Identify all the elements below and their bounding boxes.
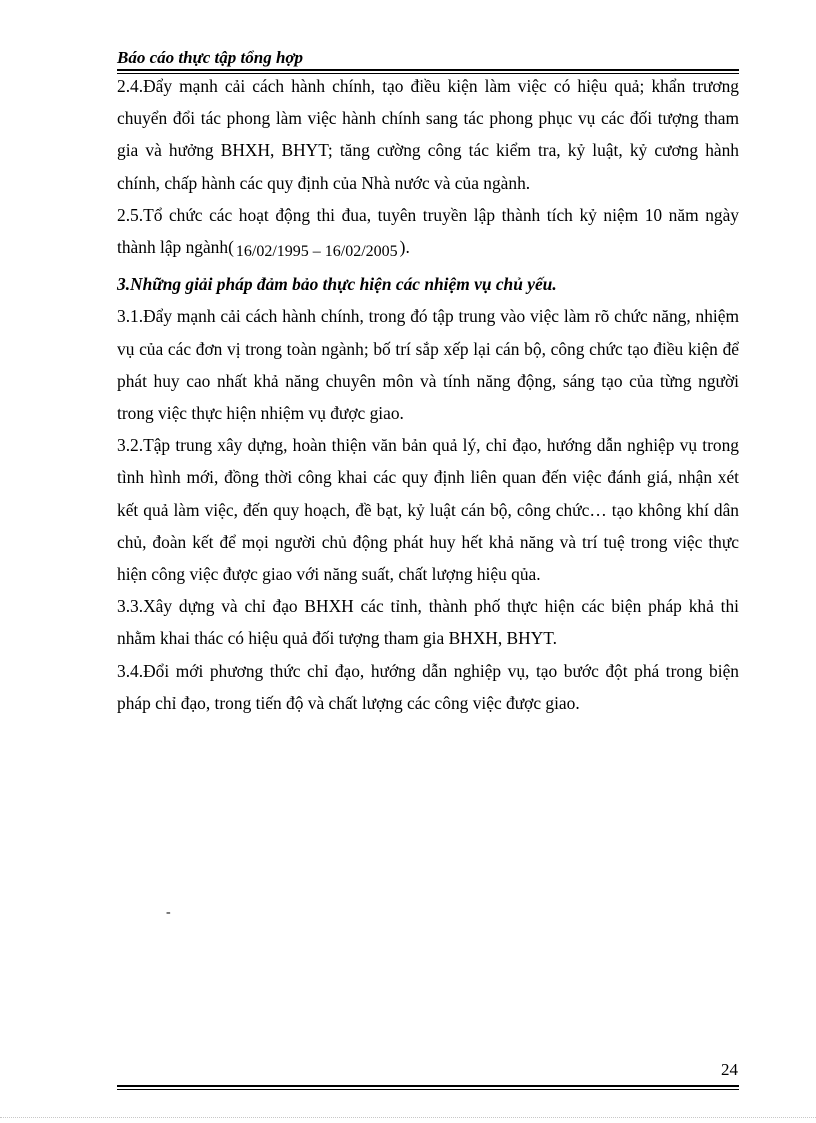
stray-dash-mark: -: [166, 905, 171, 920]
header-title: Báo cáo thực tập tổng hợp: [117, 48, 304, 67]
paragraph-3-4: 3.4.Đổi mới phương thức chỉ đạo, hướng dẫn nghiệp vụ, tạo bước đột phá trong biện pháp chỉ đạo, trong tiến độ và chất lượng các công việc được giao.: [117, 660, 739, 713]
section-heading-3: 3.Những giải pháp đảm bảo thực hiện các nhiệm vụ chủ yếu.: [117, 274, 557, 295]
page-content: [117, 70, 739, 719]
page-edge-dotted-line: [0, 1117, 816, 1118]
paragraph-3-1: 3.1.Đẩy mạnh cải cách hành chính, trong đó tập trung vào việc làm rõ chức năng, nhiệm vụ của các đơn vị trong toàn ngành; bố trí sắp xếp lại cán bộ, công chức tạo điều kiện để phát huy cao nhất khả năng chuyên môn và tính năng động, sáng tạo của từng người trong việc thực hiện nhiệm vụ được giao.: [117, 306, 739, 424]
paragraph-3-2: 3.2.Tập trung xây dựng, hoàn thiện văn bản quả lý, chỉ đạo, hướng dẫn nghiệp vụ trong tình hình mới, đồng thời công khai các quy định liên quan đến việc đánh giá, nhận xét kết quả làm việc, đến quy hoạch, đề bạt, kỷ luật cán bộ, công chức… tạo không khí dân chủ, đoàn kết để mọi người chủ động phát huy hết khả năng và trí tuệ trong việc thực hiện công việc được giao với năng suất, chất lượng hiệu qủa.: [117, 435, 739, 585]
footer-rule: [117, 1085, 739, 1090]
page-number: 24: [721, 1060, 738, 1079]
paragraph-2-5-end: ).: [399, 237, 410, 258]
paragraph-2-5-text: 2.5.Tổ chức các hoạt động thi đua, tuyên truyền lập thành tích kỷ niệm 10 năm ngày thành lập ngành(: [117, 204, 739, 258]
paragraph-2-4: 2.4.Đẩy mạnh cải cách hành chính, tạo điều kiện làm việc có hiệu quả; khẩn trương chuyển đổi tác phong làm việc hành chính sang tác phong phục vụ các đối tượng tham gia và hưởng BHXH, BHYT; tăng cường công tác kiểm tra, kỷ luật, kỷ cương hành chính, chấp hành các quy định của Nhà nước và của ngành.: [117, 76, 739, 193]
anniversary-date-range: 16/02/1995 – 16/02/2005: [235, 243, 398, 261]
paragraph-3-3: 3.3.Xây dựng và chỉ đạo BHXH các tỉnh, thành phố thực hiện các biện pháp khả thi nhằm khai thác có hiệu quả đối tượng tham gia BHXH, BHYT.: [117, 596, 739, 649]
paragraph-2-5: [117, 199, 739, 268]
